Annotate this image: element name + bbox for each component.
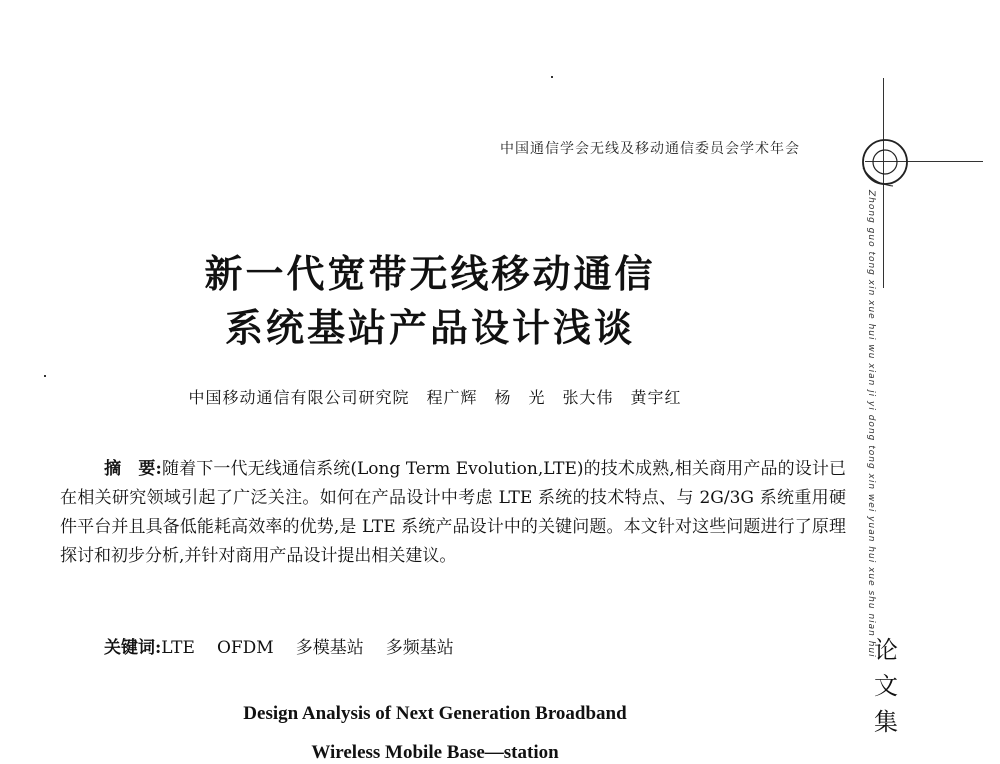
series-char: 文 bbox=[874, 672, 898, 700]
scan-speck bbox=[44, 375, 46, 377]
keywords-line: 关键词:LTE OFDM 多模基站 多频基站 bbox=[104, 638, 454, 658]
paper-title-line-2: 系统基站产品设计浅谈 bbox=[224, 306, 635, 350]
english-title-line-1: Design Analysis of Next Generation Broadband bbox=[243, 703, 627, 724]
series-label bbox=[872, 632, 900, 740]
paper-title-line-1: 新一代宽带无线移动通信 bbox=[204, 252, 656, 296]
keyword-item: 多频基站 bbox=[385, 638, 454, 658]
abstract-label: 摘 要 bbox=[104, 459, 156, 479]
conference-name: 中国通信学会无线及移动通信委员会学术年会 bbox=[500, 141, 800, 157]
scan-speck bbox=[551, 76, 553, 78]
series-char: 论 bbox=[874, 636, 898, 664]
keyword-item: LTE bbox=[161, 638, 195, 658]
keywords-label: 关键词 bbox=[104, 638, 155, 658]
keyword-item: OFDM bbox=[216, 638, 274, 658]
abstract-text: 随着下一代无线通信系统(Long Term Evolution,LTE)的技术成熟,相关商用产品的设计已在相关研究领域引起了广泛关注。如何在产品设计中考虑 LTE 系统的技术特点、与 2G/3G 系统重用硬件平台并且具备低能耗高效率的优势,是 LTE 系统产品设计中的关键问题。本文针对这些问题进行了原理探讨和初步分析,并针对商用产品设计提出相关建议。 bbox=[60, 459, 846, 566]
series-char: 集 bbox=[874, 708, 898, 736]
author-line: 中国移动通信有限公司研究院 程广辉 杨 光 张大伟 黄宇红 bbox=[188, 388, 682, 407]
abstract-paragraph: 摘 要:随着下一代无线通信系统(Long Term Evolution,LTE)的技术成熟,相关商用产品的设计已在相关研究领域引起了广泛关注。如何在产品设计中考虑 LTE 系统的技术特点、与 2G/3G 系统重用硬件平台并且具备低能耗高效率的优势,是 LTE 系统产品设计中的关键问题。本文针对这些问题进行了原理探讨和初步分析,并针对商用产品设计提出相关建议。 bbox=[60, 459, 846, 566]
side-pinyin-text: Zhong guo tong xin xue hui wu xian ji yi dong tong xin wei yuan hui xue shu nian hui bbox=[866, 190, 876, 658]
english-title-line-2: Wireless Mobile Base—station bbox=[311, 742, 559, 763]
conference-emblem-icon bbox=[855, 132, 915, 192]
keyword-item: 多模基站 bbox=[295, 638, 364, 658]
